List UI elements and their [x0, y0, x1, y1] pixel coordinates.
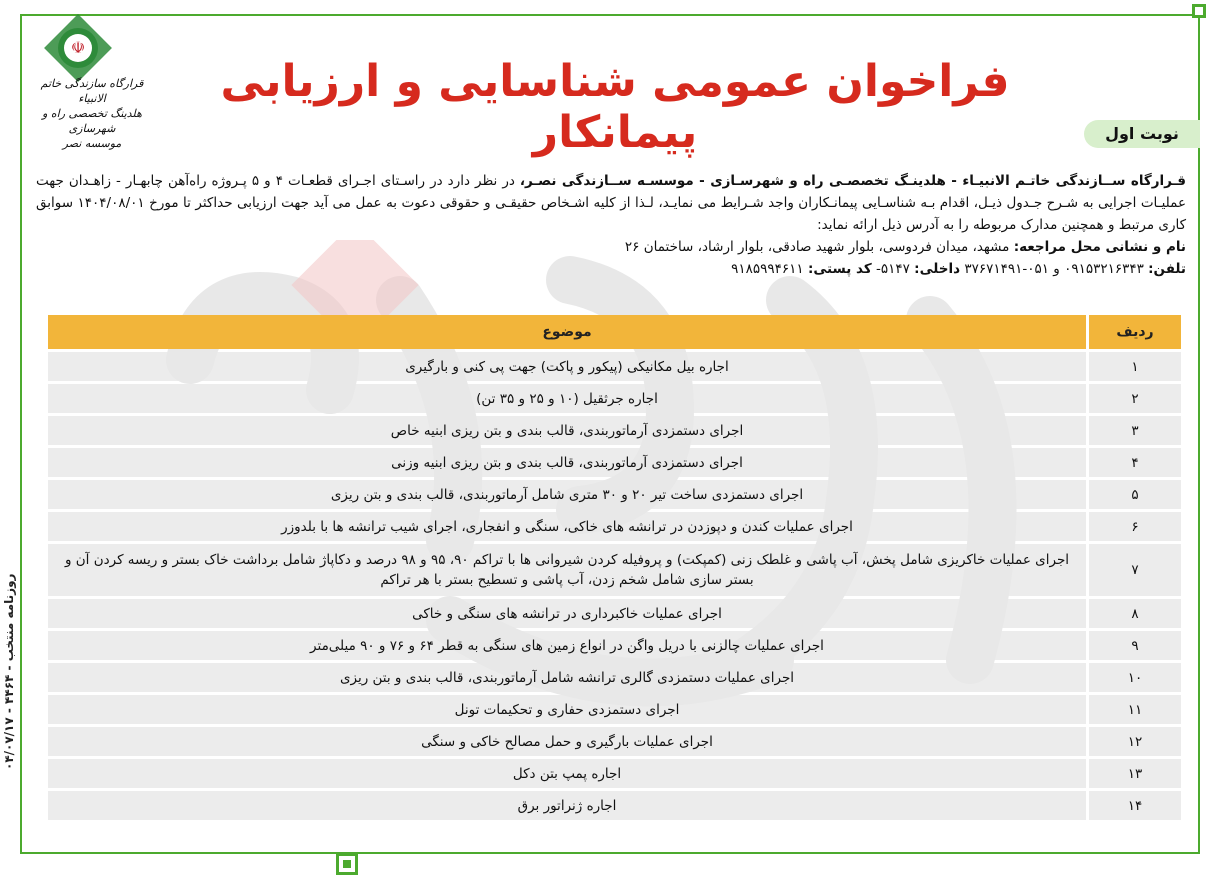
table-row [48, 384, 1181, 413]
row-number: ۸ [1089, 599, 1181, 628]
row-number: ۵ [1089, 480, 1181, 509]
row-number: ۶ [1089, 512, 1181, 541]
logo-script-line-3: موسسه نصر [62, 137, 122, 150]
work-items-table [48, 312, 1181, 823]
row-number: ۱۱ [1089, 695, 1181, 724]
table-row [48, 512, 1181, 541]
address-line [36, 236, 1186, 258]
frame-bottom-border [20, 852, 1200, 854]
logo-script-line-1: قرارگاه سازندگی خاتم الانبیاء [40, 77, 144, 105]
announcement-body [36, 170, 1186, 280]
organization-name: قـرارگاه ســازندگی خاتـم الانبیـاء - هلدینـگ تخصصـی راه و شهرسـازی - موسسـه ســازندگی نصـر، [519, 173, 1186, 189]
table-row [48, 663, 1181, 692]
row-topic: اجرای عملیات کندن و دپوزدن در ترانشه های خاکی، سنگی و انفجاری، اجرای شیب ترانشه ها با بلدوزر [48, 512, 1089, 541]
row-number: ۲ [1089, 384, 1181, 413]
extension-value: ۵۱۴۷- [871, 261, 915, 277]
row-number-header: ردیف [1089, 315, 1181, 349]
row-number: ۱ [1089, 352, 1181, 381]
row-topic: اجاره ژنراتور برق [48, 791, 1089, 820]
phone-label: تلفن: [1148, 261, 1186, 277]
phone-line [36, 258, 1186, 280]
row-topic: اجرای عملیات چالزنی با دریل واگن در انواع زمین های سنگی به قطر ۶۴ و ۷۶ و ۹۰ میلی‌متر [48, 631, 1089, 660]
row-number: ۴ [1089, 448, 1181, 477]
table-row [48, 416, 1181, 445]
table-row [48, 695, 1181, 724]
postal-code-value: ۹۱۸۵۹۹۴۶۱۱ [731, 261, 808, 277]
table-row [48, 544, 1181, 596]
organization-logo [40, 18, 144, 168]
table-row [48, 599, 1181, 628]
frame-left-border [20, 14, 22, 854]
row-topic: اجرای دستمزدی آرماتوربندی، قالب بندی و بتن ریزی ابنیه وزنی [48, 448, 1089, 477]
row-topic: اجاره پمپ بتن دکل [48, 759, 1089, 788]
row-topic: اجاره جرثقیل (۱۰ و ۲۵ و ۳۵ تن) [48, 384, 1089, 413]
postal-code-label: کد پستی: [807, 261, 872, 277]
row-number: ۹ [1089, 631, 1181, 660]
row-number: ۱۳ [1089, 759, 1181, 788]
table-row [48, 480, 1181, 509]
emblem-icon: ☫ [64, 34, 92, 62]
newspaper-side-label: روزنامه منتخب - ۴۴۶۴ - ۰۴/۰۷/۱۷ [2, 573, 16, 770]
row-number: ۱۰ [1089, 663, 1181, 692]
row-topic: اجرای عملیات دستمزدی گالری ترانشه شامل آرماتوربندی، قالب بندی و بتن ریزی [48, 663, 1089, 692]
extension-label: داخلی: [914, 261, 961, 277]
row-topic: اجرای عملیات خاکریزی شامل پخش، آب پاشی و غلطک زنی (کمپکت) و پروفیله کردن شیروانی ها با تراکم ۹۰، ۹۵ و ۹۸ درصد و دکاپاژ شامل برداشت خاک بستر و ریسه کردن آن و بستر سازی شامل شخم زدن، آب پاشی و تسطیح بستر با هر تراکم [48, 544, 1089, 596]
intro-paragraph [36, 170, 1186, 236]
row-number: ۱۴ [1089, 791, 1181, 820]
row-topic: اجرای دستمزدی ساخت تیر ۲۰ و ۳۰ متری شامل آرماتوربندی، قالب بندی و بتن ریزی [48, 480, 1089, 509]
table-row [48, 352, 1181, 381]
frame-bottom-ornament [336, 853, 358, 875]
table-row [48, 791, 1181, 820]
logo-script-line-2: هلدینگ تخصصی راه و شهرسازی [42, 107, 142, 135]
row-topic: اجرای دستمزدی حفاری و تحکیمات تونل [48, 695, 1089, 724]
phone-value: ۰۹۱۵۳۲۱۶۳۴۳ و ۰۵۱-۳۷۶۷۱۴۹۱ [960, 261, 1149, 277]
frame-corner-ornament [1192, 4, 1206, 18]
row-topic: اجرای عملیات خاکبرداری در ترانشه های سنگی و خاکی [48, 599, 1089, 628]
row-number: ۱۲ [1089, 727, 1181, 756]
table-row [48, 448, 1181, 477]
table-header-row [48, 315, 1181, 349]
address-value: مشهد، میدان فردوسی، بلوار شهید صادقی، بلوار ارشاد، ساختمان ۲۶ [624, 239, 1014, 255]
row-topic: اجرای عملیات بارگیری و حمل مصالح خاکی و سنگی [48, 727, 1089, 756]
row-number: ۷ [1089, 544, 1181, 596]
table-row [48, 727, 1181, 756]
page-title: فراخوان عمومی شناسایی و ارزیابی پیمانکار [220, 56, 1010, 158]
row-topic: اجرای دستمزدی آرماتوربندی، قالب بندی و بتن ریزی ابنیه خاص [48, 416, 1089, 445]
table-row [48, 759, 1181, 788]
round-badge: نوبت اول [1084, 120, 1200, 148]
row-topic: اجاره بیل مکانیکی (پیکور و پاکت) جهت پی کنی و بارگیری [48, 352, 1089, 381]
address-label: نام و نشانی محل مراجعه: [1013, 239, 1186, 255]
topic-header: موضوع [48, 315, 1089, 349]
intro-text: در نظر دارد در راسـتای اجـرای قطعـات ۴ و ۵ پـروژه راه‌آهن چابهـار - زاهـدان جهت عملیـات اجرایی به شـرح جـدول ذیـل، اقدام بـه شناسـایی پیمانـکاران واجد شـرایط می نمایـد، لـذا از کلیه اشـخاص حقیقـی و حقوقی دعوت به عمل می آید جهت ارزیابی حداکثر تا مورخ ۱۴۰۴/۰۸/۰۱ سوابق کاری مرتبط و همچنین مدارک مربوطه را به آدرس ذیل ارائه نماید: [36, 173, 1187, 233]
logo-script-text [40, 76, 144, 151]
table-row [48, 631, 1181, 660]
frame-top-border [20, 14, 1198, 16]
row-number: ۳ [1089, 416, 1181, 445]
